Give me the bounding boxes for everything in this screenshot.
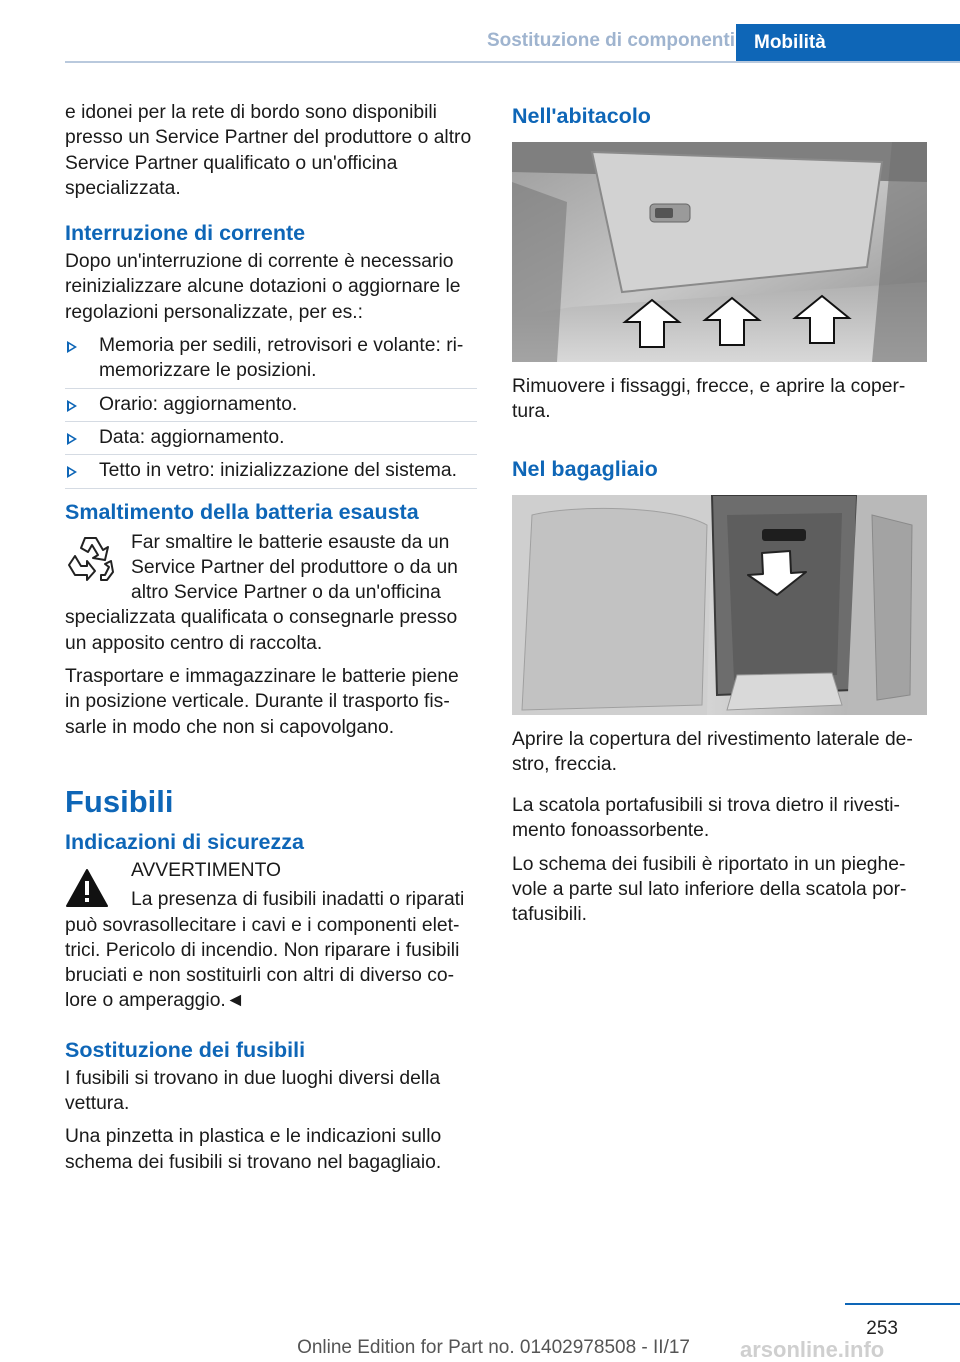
warning-text-a: La presenza di fusibili inadatti o riparati — [131, 889, 465, 911]
trunk-caption: Aprire la copertura del rivestimento laterale destro, freccia. — [512, 728, 913, 775]
triangle-bullet-icon — [67, 466, 77, 478]
fuse-chart-text: Lo schema dei fusibili è riportato in un pieghevole a parte sul lato inferiore della scatola portafusibili. — [512, 853, 907, 926]
warning-label: AVVERTIMENTO — [131, 859, 281, 881]
footer-edition: Online Edition for Part no. 01402978508 - II/17 — [297, 1337, 690, 1358]
page-number: 253 — [866, 1318, 898, 1339]
battery-storage-text: Trasportare e immagazzinare le batterie piene in posizione verticale. Durante il trasporto fissarle in modo che non si capovolgano. — [65, 666, 459, 738]
header-rule — [65, 61, 960, 63]
list-item: Data: aggiornamento. — [65, 425, 477, 450]
list-item: Tetto in vetro: inizializzazione del sistema. — [65, 458, 477, 483]
cabin-figure — [512, 142, 927, 362]
trunk-figure — [512, 495, 927, 715]
fuse-location-text: I fusibili si trovano in due luoghi diversi della vettura. — [65, 1067, 441, 1115]
intro-paragraph: e idonei per la rete di bordo sono disponibili presso un Service Partner del produttore o altro Service Partner qualificato o un'officina specializzata. — [65, 102, 472, 199]
battery-disposal-text-a: Far smaltire le batterie esauste da un Service Partner del produttore o da un altro Service Partner o da un'officina — [131, 531, 458, 604]
fuses-heading: Fusibili — [65, 783, 174, 819]
cabin-caption: Rimuovere i fissaggi, frecce, e aprire la copertura. — [512, 376, 906, 423]
trunk-heading: Nel bagagliaio — [512, 456, 658, 481]
left-column — [65, 100, 477, 1183]
fuse-tweezers-text: Una pinzetta in plastica e le indicazioni sullo schema dei fusibili si trovano nel bagagliaio. — [65, 1126, 442, 1173]
footer-rule — [845, 1303, 960, 1305]
fuse-replacement-heading: Sostituzione dei fusibili — [65, 1037, 306, 1062]
footer-watermark: arsonline.info — [740, 1337, 885, 1362]
battery-disposal-text-b: specializzata qualificata o consegnarle presso un apposito centro di raccolta. — [65, 607, 458, 654]
right-column — [512, 100, 930, 936]
cabin-illustration — [512, 142, 927, 362]
safety-heading: Indicazioni di sicurezza — [65, 829, 304, 854]
power-failure-heading: Interruzione di corrente — [65, 221, 306, 246]
triangle-bullet-icon — [67, 433, 77, 445]
cabin-heading: Nell'abitacolo — [512, 104, 651, 128]
trunk-illustration — [512, 495, 927, 715]
warning-icon — [65, 868, 109, 908]
battery-disposal-heading: Smaltimento della batteria esausta — [65, 499, 419, 524]
header-section-title: Sostituzione di componenti — [486, 30, 735, 51]
recycle-icon — [65, 534, 117, 584]
power-failure-text: Dopo un'interruzione di corrente è necessario reinizializzare alcune dotazioni o aggiornare le regolazioni personalizzate, per es.: — [65, 251, 461, 323]
header-chapter-tab — [736, 24, 960, 62]
fusebox-location-text: La scatola portafusibili si trova dietro il rivestimento fonoassorbente. — [512, 795, 900, 842]
header-chapter-label: Mobilità — [754, 32, 826, 53]
list-item: Memoria per sedili, retrovisori e volante: rimemorizzare le posizioni. — [65, 333, 477, 384]
warning-block — [65, 858, 477, 1014]
battery-disposal-block — [65, 530, 477, 656]
warning-text-b: può sovrasollecitare i cavi e i componenti elettrici. Pericolo di incendio. Non riparare i fusibili bruciati e non sostituirli con altri di diverso colore o amperaggio.◄ — [65, 914, 460, 1012]
triangle-bullet-icon — [67, 400, 77, 412]
triangle-bullet-icon — [67, 341, 77, 353]
power-failure-list — [65, 333, 477, 483]
list-item: Orario: aggiornamento. — [65, 392, 477, 417]
